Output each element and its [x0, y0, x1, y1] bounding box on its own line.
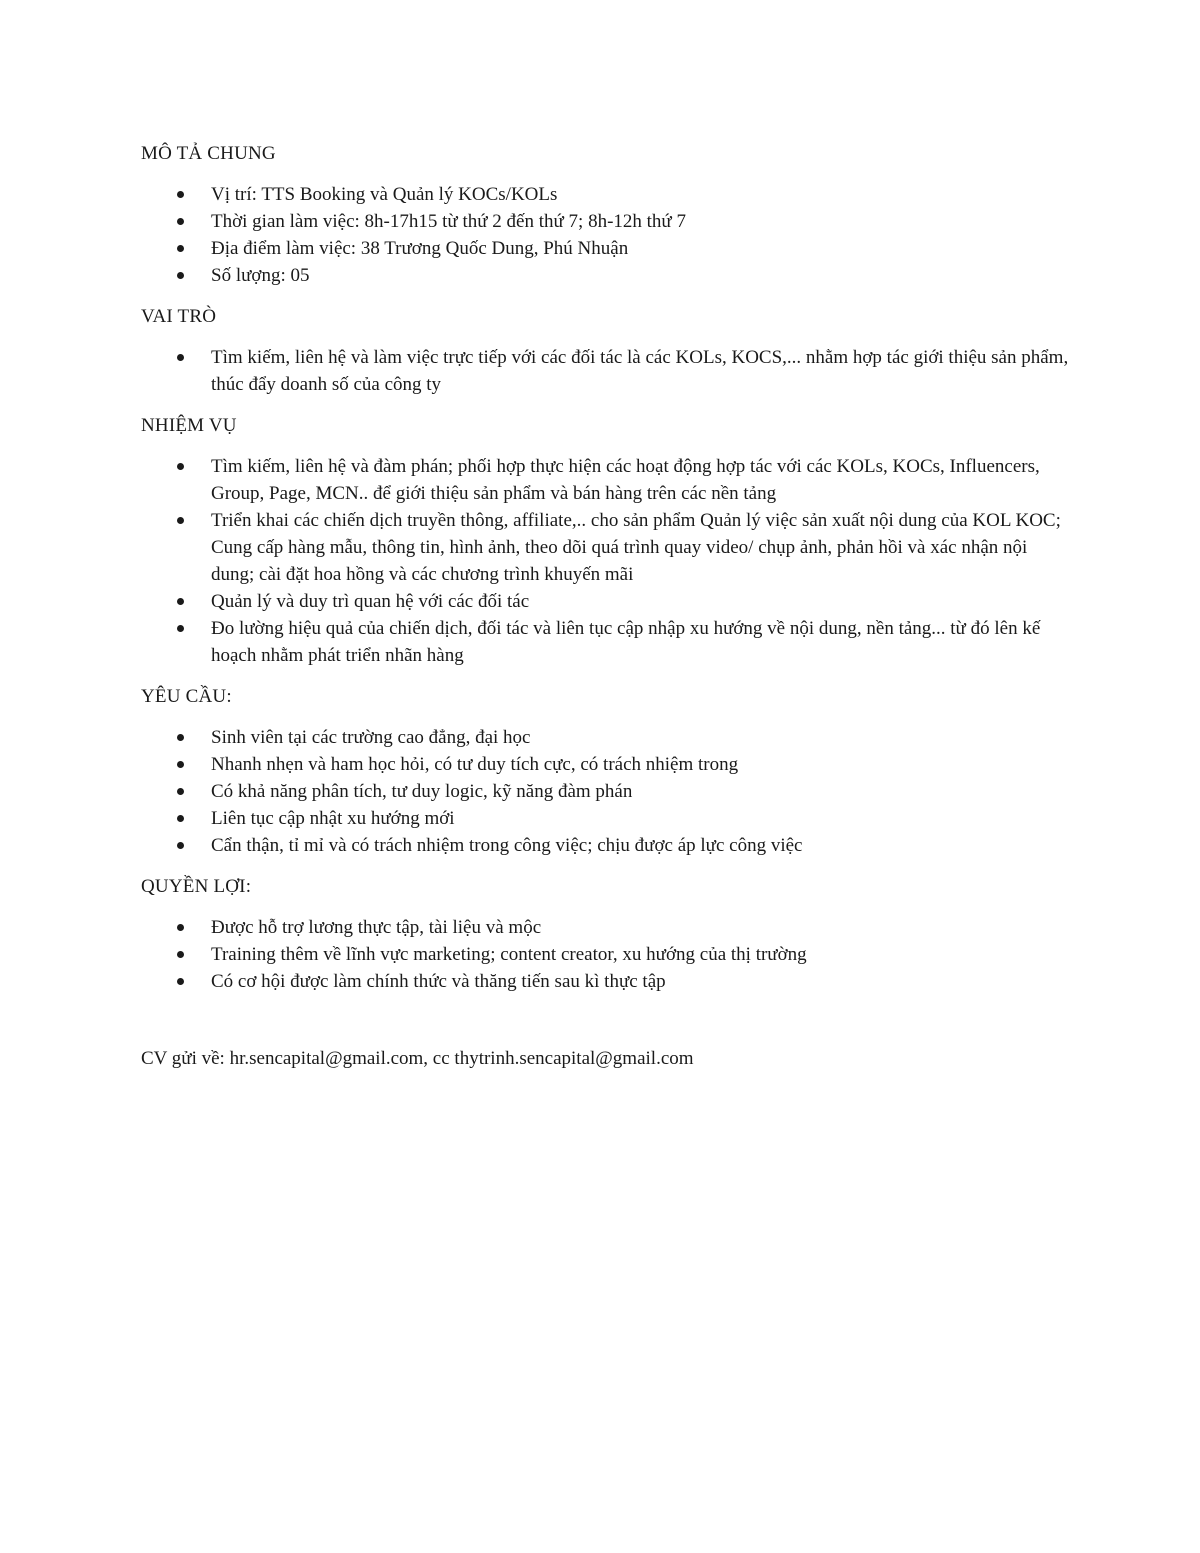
list-item-text: Thời gian làm việc: 8h-17h15 từ thứ 2 đến thứ 7; 8h-12h thứ 7 [211, 211, 686, 232]
list-item-text: Số lượng: 05 [211, 265, 310, 286]
list-item-text: Địa điểm làm việc: 38 Trương Quốc Dung, Phú Nhuận [211, 238, 629, 259]
list-item [141, 507, 1071, 588]
bullet-icon [177, 463, 184, 470]
cv-contact-line: CV gửi về: hr.sencapital@gmail.com, cc thytrinh.sencapital@gmail.com [141, 1048, 694, 1069]
bullet-icon [177, 272, 184, 279]
bullet-icon [177, 842, 184, 849]
bullet-list-vai-tro [141, 344, 1071, 398]
list-item [141, 914, 1071, 941]
bullet-list-quyen-loi [141, 914, 1071, 995]
bullet-icon [177, 517, 184, 524]
list-item-text: Đo lường hiệu quả của chiến dịch, đối tác và liên tục cập nhập xu hướng về nội dung, nền tảng... từ đó lên kế hoạch nhằm phát triển nhãn hàng [211, 618, 1041, 666]
section-heading-vai-tro: VAI TRÒ [141, 306, 217, 327]
list-item-text: Vị trí: TTS Booking và Quản lý KOCs/KOLs [211, 184, 558, 205]
section-heading-quyen-loi: QUYỀN LỢI: [141, 876, 252, 897]
section-heading-mo-ta-chung: MÔ TẢ CHUNG [141, 143, 276, 164]
list-item [141, 181, 1071, 208]
list-item [141, 208, 1071, 235]
list-item-text: Có cơ hội được làm chính thức và thăng tiến sau kì thực tập [211, 971, 666, 992]
bullet-icon [177, 815, 184, 822]
bullet-icon [177, 761, 184, 768]
list-item [141, 941, 1071, 968]
bullet-icon [177, 625, 184, 632]
list-item [141, 805, 1071, 832]
list-item [141, 262, 1071, 289]
bullet-list-yeu-cau [141, 724, 1071, 859]
list-item-text: Cẩn thận, tỉ mỉ và có trách nhiệm trong công việc; chịu được áp lực công việc [211, 835, 803, 856]
list-item [141, 832, 1071, 859]
list-item [141, 588, 1071, 615]
list-item-text: Tìm kiếm, liên hệ và làm việc trực tiếp với các đối tác là các KOLs, KOCS,... nhằm hợp tác giới thiệu sản phẩm, thúc đẩy doanh số của công ty [211, 347, 1069, 395]
list-item-text: Liên tục cập nhật xu hướng mới [211, 808, 455, 829]
bullet-icon [177, 598, 184, 605]
bullet-list-mo-ta-chung [141, 181, 1071, 289]
list-item-text: Tìm kiếm, liên hệ và đàm phán; phối hợp thực hiện các hoạt động hợp tác với các KOLs, KOCs, Influencers, Group, Page, MCN.. để giới thiệu sản phẩm và bán hàng trên các nền tảng [211, 456, 1040, 504]
list-item-text: Có khả năng phân tích, tư duy logic, kỹ năng đàm phán [211, 781, 633, 802]
bullet-icon [177, 218, 184, 225]
list-item [141, 453, 1071, 507]
document-content [141, 140, 1071, 1072]
bullet-icon [177, 788, 184, 795]
list-item-text: Training thêm về lĩnh vực marketing; content creator, xu hướng của thị trường [211, 944, 807, 965]
list-item [141, 724, 1071, 751]
section-heading-yeu-cau: YÊU CẦU: [141, 686, 232, 707]
list-item [141, 751, 1071, 778]
list-item [141, 344, 1071, 398]
list-item-text: Triển khai các chiến dịch truyền thông, affiliate,.. cho sản phẩm Quản lý việc sản xuất nội dung của KOL KOC; Cung cấp hàng mẫu, thông tin, hình ảnh, theo dõi quá trình quay video/ chụp ảnh, phản hồi và xác nhận nội dung; cài đặt hoa hồng và các chương trình khuyến mãi [211, 510, 1061, 585]
list-item-text: Được hỗ trợ lương thực tập, tài liệu và mộc [211, 917, 542, 938]
list-item [141, 968, 1071, 995]
bullet-icon [177, 978, 184, 985]
list-item [141, 778, 1071, 805]
bullet-icon [177, 734, 184, 741]
section-heading-nhiem-vu: NHIỆM VỤ [141, 415, 237, 436]
list-item-text: Sinh viên tại các trường cao đẳng, đại học [211, 727, 531, 748]
bullet-icon [177, 951, 184, 958]
bullet-list-nhiem-vu [141, 453, 1071, 669]
list-item-text: Nhanh nhẹn và ham học hỏi, có tư duy tích cực, có trách nhiệm trong [211, 754, 739, 775]
list-item [141, 615, 1071, 669]
list-item [141, 235, 1071, 262]
list-item-text: Quản lý và duy trì quan hệ với các đối tác [211, 591, 530, 612]
bullet-icon [177, 245, 184, 252]
bullet-icon [177, 924, 184, 931]
bullet-icon [177, 354, 184, 361]
bullet-icon [177, 191, 184, 198]
